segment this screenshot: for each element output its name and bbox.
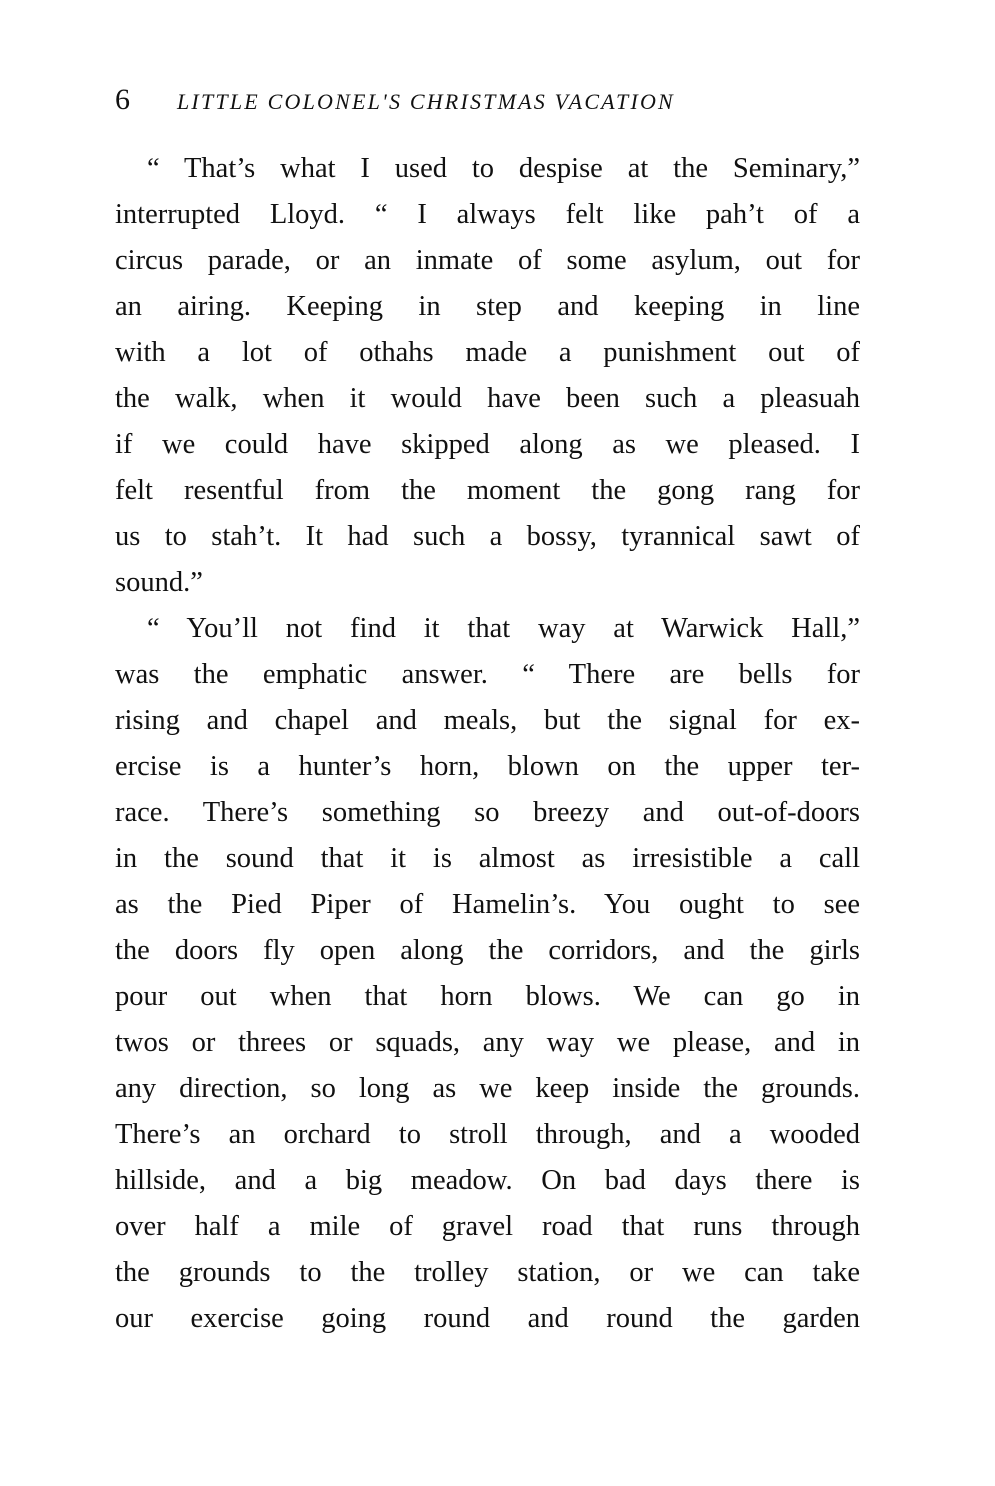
text-line: twos or threes or squads, any way we please, and in — [115, 1027, 860, 1058]
text-line: There’s an orchard to stroll through, and a wooded — [115, 1119, 860, 1150]
text-line: as the Pied Piper of Hamelin’s. You ought to see — [115, 889, 860, 920]
text-line: hillside, and a big meadow. On bad days there is — [115, 1165, 860, 1196]
text-line: sound.” — [115, 567, 203, 598]
running-head — [115, 80, 860, 120]
text-line: if we could have skipped along as we pleased. I — [115, 429, 860, 460]
text-line: “ You’ll not find it that way at Warwick Hall,” — [147, 613, 860, 644]
running-head-title: LITTLE COLONEL'S CHRISTMAS VACATION — [177, 89, 675, 114]
text-line: the walk, when it would have been such a pleasuah — [115, 383, 860, 414]
text-line: the doors fly open along the corridors, and the girls — [115, 935, 860, 966]
text-line: the grounds to the trolley station, or we can take — [115, 1257, 860, 1288]
text-line: our exercise going round and round the garden — [115, 1303, 860, 1334]
text-line: an airing. Keeping in step and keeping in line — [115, 291, 860, 322]
text-line: with a lot of othahs made a punishment out of — [115, 337, 860, 368]
body-text — [115, 146, 860, 1342]
text-line: pour out when that horn blows. We can go in — [115, 981, 860, 1012]
text-line: “ That’s what I used to despise at the Seminary,” — [147, 153, 860, 184]
text-line: rising and chapel and meals, but the signal for ex- — [115, 705, 860, 736]
text-line: in the sound that it is almost as irresistible a call — [115, 843, 860, 874]
text-line: race. There’s something so breezy and out-of-doors — [115, 797, 860, 828]
page-number: 6 — [115, 83, 130, 116]
text-line: ercise is a hunter’s horn, blown on the upper ter- — [115, 751, 860, 782]
text-line: was the emphatic answer. “ There are bells for — [115, 659, 860, 690]
text-line: circus parade, or an inmate of some asylum, out for — [115, 245, 860, 276]
text-line: interrupted Lloyd. “ I always felt like pah’t of a — [115, 199, 860, 230]
text-line: over half a mile of gravel road that runs through — [115, 1211, 860, 1242]
text-line: us to stah’t. It had such a bossy, tyrannical sawt of — [115, 521, 860, 552]
text-line: any direction, so long as we keep inside the grounds. — [115, 1073, 860, 1104]
text-line: felt resentful from the moment the gong rang for — [115, 475, 860, 506]
